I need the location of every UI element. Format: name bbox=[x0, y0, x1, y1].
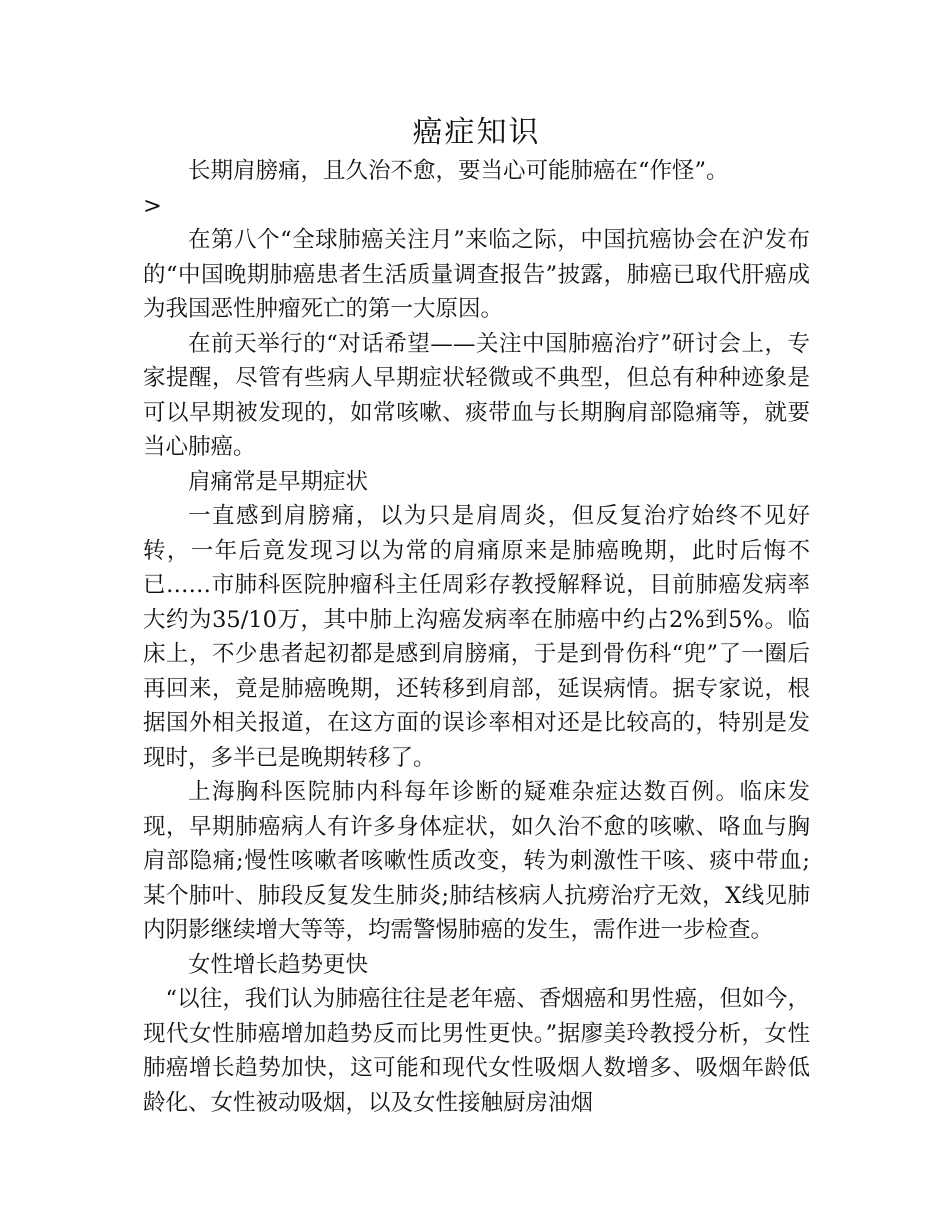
section-heading: 肩痛常是早期症状 bbox=[188, 468, 369, 495]
intro-paragraph: 长期肩膀痛，且久治不愈，要当心可能肺癌在“作怪”。 bbox=[188, 158, 729, 184]
body-paragraph: 一直感到肩膀痛，以为只是肩周炎，但反复治疗始终不见好转，一年后竟发现习以为常的肩痛原来是肺癌晚期，此时后悔不已……市肺科医院肿瘤科主任周彩存教授解释说，目前肺癌发病率大约为35/10万，其中肺上沟癌发病率在肺癌中约占2%到5%。临床上，不少患者起初都是感到肩膀痛，于是到骨伤科“兜”了一圈后再回来，竟是肺癌晚期，还转移到肩部，延误病情。据专家说，根据国外相关报道，在这方面的误诊率相对还是比较高的，特别是发现时，多半已是晚期转移了。 bbox=[143, 503, 810, 771]
section-heading: 女性增长趋势更快 bbox=[188, 951, 369, 978]
body-paragraph: 在第八个“全球肺癌关注月”来临之际，中国抗癌协会在沪发布的“中国晚期肺癌患者生活质量调查报告”披露，肺癌已取代肝癌成为我国恶性肿瘤死亡的第一大原因。 bbox=[143, 227, 810, 322]
document-title: 癌症知识 bbox=[412, 115, 541, 150]
body-paragraph: 上海胸科医院肺内科每年诊断的疑难杂症达数百例。临床发现，早期肺癌病人有许多身体症状，如久治不愈的咳嗽、咯血与胸肩部隐痛;慢性咳嗽者咳嗽性质改变，转为刺激性干咳、痰中带血;某个肺叶、肺段反复发生肺炎;肺结核病人抗痨治疗无效，X线见肺内阴影继续增大等等，均需警惕肺癌的发生，需作进一步检查。 bbox=[143, 779, 810, 943]
separator-mark: > bbox=[143, 192, 162, 219]
body-paragraph: 在前天举行的“对话希望——关注中国肺癌治疗”研讨会上，专家提醒，尽管有些病人早期症状轻微或不典型，但总有种种迹象是可以早期被发现的，如常咳嗽、痰带血与长期胸肩部隐痛等，就要当心肺癌。 bbox=[143, 330, 810, 460]
body-paragraph: “以往，我们认为肺癌往往是老年癌、香烟癌和男性癌，但如今，现代女性肺癌增加趋势反而比男性更快。”据廖美玲教授分析，女性肺癌增长趋势加快，这可能和现代女性吸烟人数增多、吸烟年龄低龄化、女性被动吸烟，以及女性接触厨房油烟 bbox=[143, 986, 810, 1116]
document-page bbox=[143, 112, 810, 1120]
